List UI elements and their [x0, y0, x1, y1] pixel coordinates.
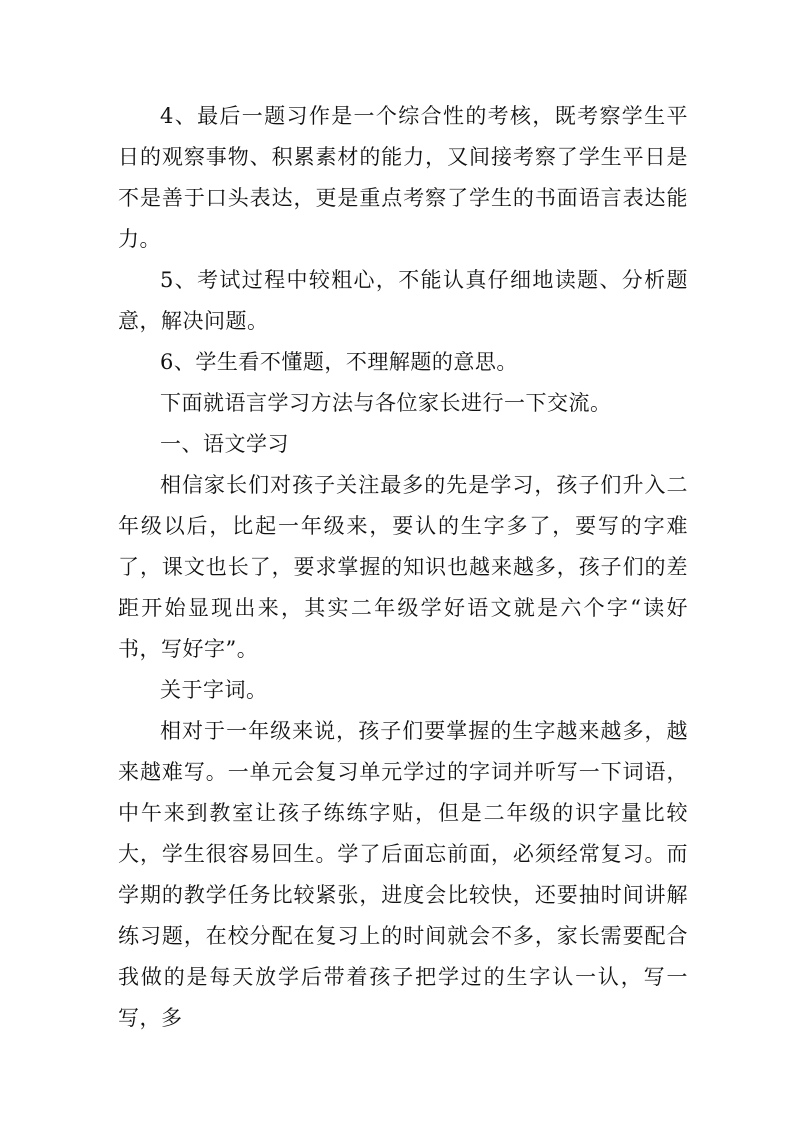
paragraph-item-6: 6、学生看不懂题，不理解题的意思。	[160, 350, 518, 374]
paragraph-characters-words: 相对于一年级来说，孩子们要掌握的生字越来越多，越来越难写。一单元会复习单元学过的字词并听写一下词语，中午来到教室让孩子练练字贴，但是二年级的识字量比较大，学生很容易回生。学了后面忘前面，必须经常复习。而学期的教学任务比较紧张，进度会比较快，还要抽时间讲解练习题，在校分配在复习上的时间就会不多，家长需要配合我做的是每天放学后带着孩子把学过的生字认一认，写一写，多	[118, 719, 688, 1030]
paragraph-intro: 下面就语言学习方法与各位家长进行一下交流。	[160, 391, 612, 415]
subheading-characters-words: 关于字词。	[160, 678, 268, 702]
section-heading-chinese-study: 一、语文学习	[160, 432, 289, 456]
paragraph-item-5: 5、考试过程中较粗心，不能认真仔细地读题、分析题意，解决问题。	[118, 268, 688, 333]
paragraph-item-4: 4、最后一题习作是一个综合性的考核，既考察学生平日的观察事物、积累素材的能力，又间接考察了学生平日是不是善于口头表达，更是重点考察了学生的书面语言表达能力。	[118, 104, 688, 251]
document-body	[118, 96, 688, 1039]
paragraph-study-focus: 相信家长们对孩子关注最多的先是学习，孩子们升入二年级以后，比起一年级来，要认的生字多了，要写的字难了，课文也长了，要求掌握的知识也越来越多，孩子们的差距开始显现出来，其实二年级学好语文就是六个字“读好书，写好字”。	[118, 473, 688, 661]
